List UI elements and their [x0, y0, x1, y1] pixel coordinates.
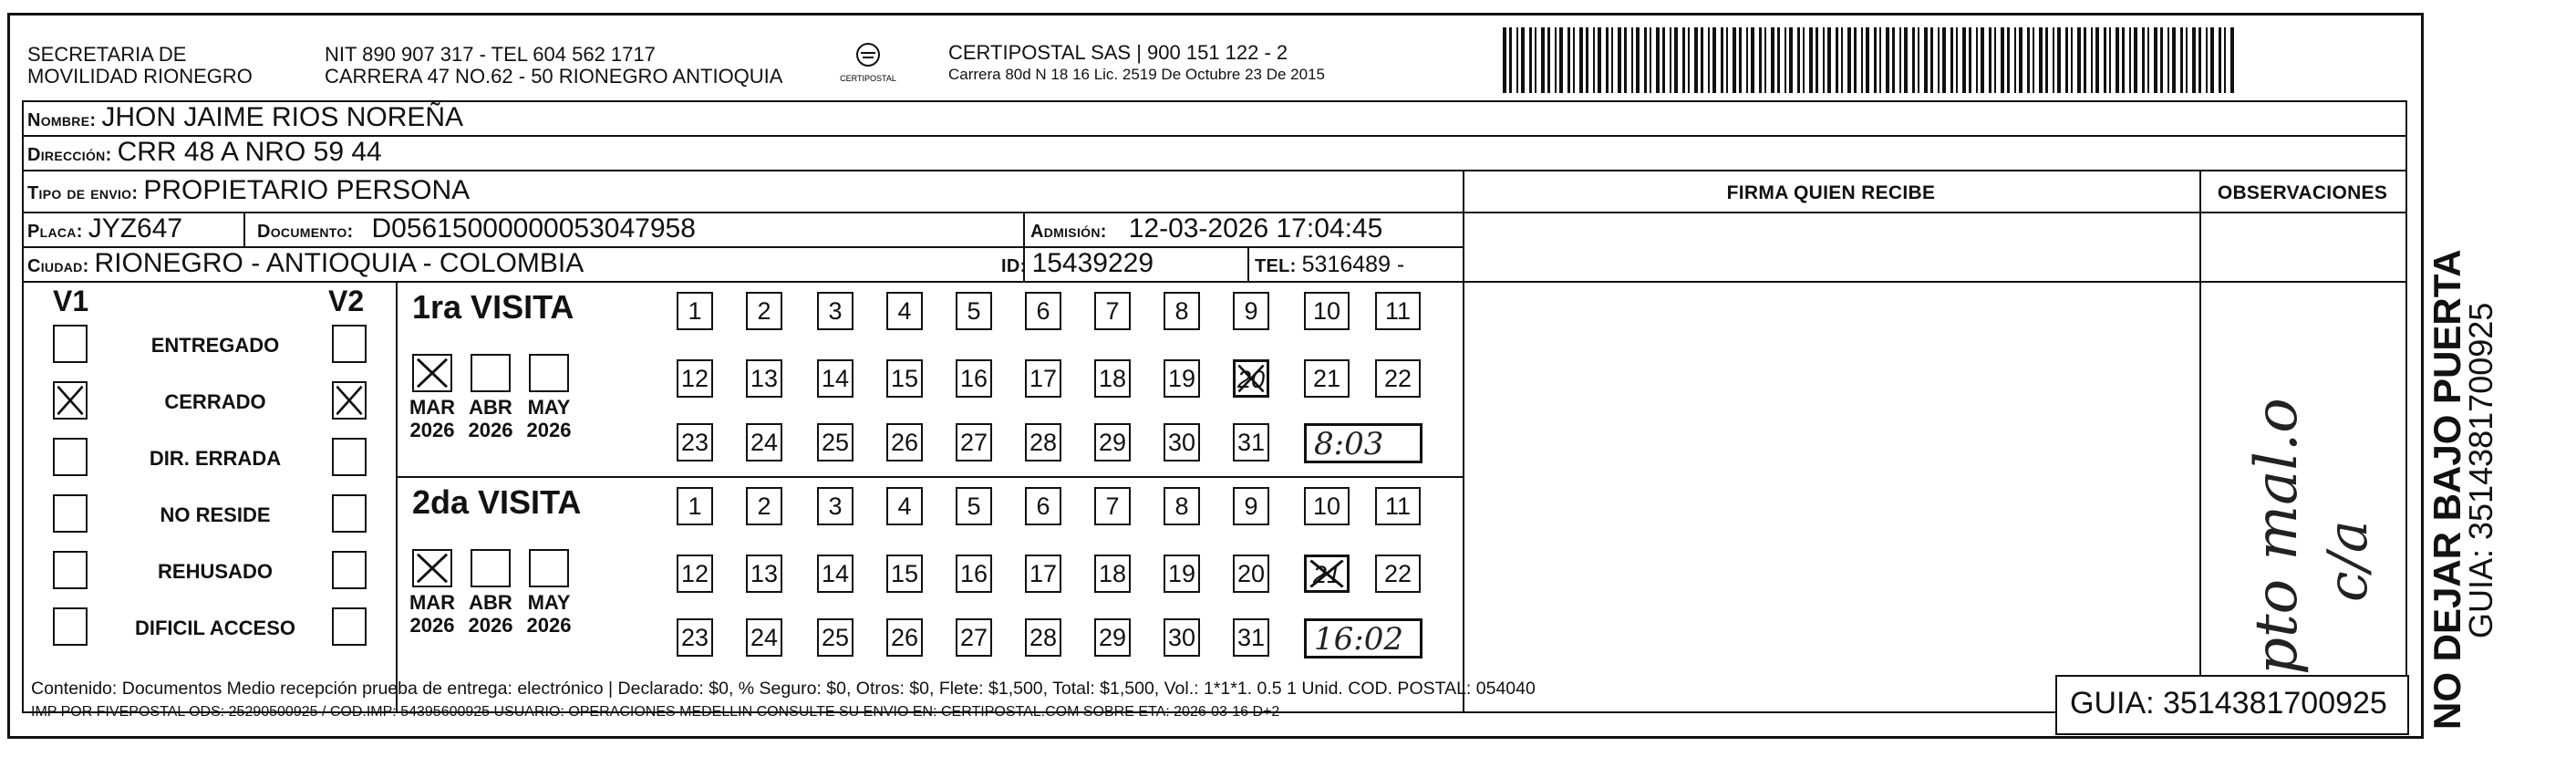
month-checkbox[interactable] — [471, 354, 511, 392]
placa-row — [27, 213, 182, 244]
tel-row — [1255, 252, 1404, 278]
day-box[interactable]: 4 — [886, 292, 923, 330]
day-box[interactable]: 29 — [1094, 423, 1131, 461]
observaciones-header: OBSERVACIONES — [2217, 182, 2388, 203]
footer-guia: GUIA: 3514381700925 — [2070, 686, 2387, 721]
id-row — [1001, 248, 1154, 279]
day-box[interactable]: 12 — [677, 555, 713, 593]
v1-checkbox[interactable] — [53, 607, 88, 646]
day-box[interactable]: 9 — [1233, 487, 1269, 525]
day-box[interactable]: 31 — [1233, 618, 1269, 657]
month-label: ABR 2026 — [468, 396, 513, 441]
direccion-value: CRR 48 A NRO 59 44 — [117, 137, 382, 167]
admision-label: Admisión: — [1030, 222, 1107, 242]
day-box[interactable]: 23 — [677, 618, 713, 657]
status-label: DIR. ERRADA — [149, 447, 282, 470]
day-box[interactable]: 17 — [1025, 555, 1061, 593]
direccion-label: Dirección: — [27, 145, 112, 165]
day-box[interactable]: 7 — [1094, 487, 1131, 525]
month-label: MAR 2026 — [409, 396, 456, 441]
day-box[interactable]: 1 — [677, 292, 713, 330]
day-box[interactable]: 30 — [1164, 618, 1200, 657]
day-box[interactable]: 12 — [677, 359, 713, 398]
org-line-2: MOVILIDAD RIONEGRO — [27, 65, 253, 88]
day-box[interactable]: 5 — [956, 487, 992, 525]
no-dejar-bajo-puerta: NO DEJAR BAJO PUERTA — [2426, 249, 2468, 730]
status-label: REHUSADO — [158, 560, 273, 583]
month-label: MAY 2026 — [526, 591, 572, 637]
day-box[interactable]: 30 — [1164, 423, 1200, 461]
nombre-label: Nombre: — [27, 110, 97, 130]
day-box[interactable]: 26 — [886, 618, 923, 657]
day-box[interactable]: 7 — [1094, 292, 1131, 330]
tipo-envio-row — [27, 175, 470, 206]
courier-info — [948, 42, 1325, 86]
day-box[interactable]: 15 — [886, 359, 923, 398]
day-box[interactable]: 27 — [956, 618, 992, 657]
id-value: 15439229 — [1031, 248, 1154, 278]
v2-checkbox[interactable] — [332, 494, 367, 533]
day-box[interactable]: 27 — [956, 423, 992, 461]
placa-value: JYZ647 — [88, 213, 183, 244]
observaciones-handwriting-1: pto mal.o — [2243, 398, 2311, 675]
status-label: ENTREGADO — [150, 334, 280, 357]
day-box[interactable]: 5 — [956, 292, 992, 330]
day-box[interactable]: 14 — [817, 555, 853, 593]
v2-checkbox[interactable] — [332, 438, 367, 476]
ciudad-label: Ciudad: — [27, 256, 89, 276]
v1-checkbox[interactable] — [53, 325, 88, 363]
day-box[interactable]: 18 — [1094, 359, 1131, 398]
day-box[interactable]: 17 — [1025, 359, 1061, 398]
direccion-row — [27, 137, 382, 168]
day-box[interactable]: 19 — [1164, 359, 1200, 398]
day-box[interactable]: 16 — [956, 555, 992, 593]
day-box[interactable]: 4 — [886, 487, 923, 525]
day-box[interactable]: 1 — [677, 487, 713, 525]
nombre-value: JHON JAIME RIOS NOREÑA — [101, 102, 464, 132]
tel-value: 5316489 - — [1301, 252, 1405, 277]
guia-side: GUIA: 3514381700925 — [2462, 302, 2499, 638]
month-checkbox[interactable] — [529, 549, 569, 587]
day-box[interactable]: 2 — [746, 487, 782, 525]
v2-header: V2 — [328, 285, 365, 317]
month-checkbox[interactable] — [412, 354, 452, 392]
org-name — [27, 44, 253, 88]
day-box[interactable]: 31 — [1233, 423, 1269, 461]
placa-label: Placa: — [27, 222, 83, 242]
time-handwritten: 16:02 — [1314, 621, 1403, 658]
day-box[interactable]: 11 — [1375, 292, 1421, 330]
tel-label: TEL: — [1255, 256, 1297, 276]
courier-line: CERTIPOSTAL SAS | 900 151 122 - 2 — [948, 41, 1288, 64]
visit-title: 1ra VISITA — [412, 288, 574, 326]
day-box[interactable]: 8 — [1164, 487, 1200, 525]
v1-checkbox[interactable] — [53, 494, 88, 533]
v1-checkbox[interactable] — [53, 551, 88, 589]
day-box[interactable]: 29 — [1094, 618, 1131, 657]
footer-line-2: IMP POR FIVEPOSTAL ODS: 25290500925 / COD.IMP: 54395600925 USUARIO: OPERACIONES MEDELLIN CONSULTE SU ENVIO EN: CERTIPOSTAL.COM SOBRE ETA: 2026-03-16 D+2 — [31, 704, 1280, 720]
v2-checkbox[interactable] — [332, 381, 367, 420]
day-box[interactable]: 10 — [1304, 292, 1350, 330]
license-line: Carrera 80d N 18 16 Lic. 2519 De Octubre 23 De 2015 — [948, 66, 1325, 83]
day-box[interactable]: 6 — [1025, 487, 1061, 525]
barcode-icon — [1503, 27, 2234, 93]
v1-checkbox[interactable] — [53, 438, 88, 476]
admision-row — [1030, 213, 1382, 244]
status-label: CERRADO — [164, 390, 266, 413]
firma-header: FIRMA QUIEN RECIBE — [1726, 182, 1936, 203]
day-box[interactable]: 16 — [956, 359, 992, 398]
day-box[interactable]: 11 — [1375, 487, 1421, 525]
ciudad-value: RIONEGRO - ANTIOQUIA - COLOMBIA — [94, 248, 585, 278]
day-box[interactable]: 21 — [1304, 555, 1350, 593]
logo-text: CERTIPOSTAL — [840, 74, 896, 83]
ciudad-row — [27, 248, 584, 279]
month-label: MAY 2026 — [526, 396, 572, 441]
observaciones-handwriting-2: c/a — [2316, 520, 2380, 602]
v2-checkbox[interactable] — [332, 325, 367, 363]
day-box[interactable]: 3 — [817, 292, 853, 330]
month-label: MAR 2026 — [409, 591, 456, 637]
day-box[interactable]: 22 — [1375, 555, 1421, 593]
certipostal-logo — [830, 40, 906, 86]
month-checkbox[interactable] — [471, 549, 511, 587]
admision-value: 12-03-2026 17:04:45 — [1128, 213, 1383, 244]
v2-checkbox[interactable] — [332, 551, 367, 589]
day-box[interactable]: 23 — [677, 423, 713, 461]
status-label: NO RESIDE — [160, 503, 271, 526]
day-box[interactable]: 13 — [746, 555, 782, 593]
day-box[interactable]: 20 — [1233, 555, 1269, 593]
day-box[interactable]: 13 — [746, 359, 782, 398]
day-box[interactable]: 6 — [1025, 292, 1061, 330]
v1-header: V1 — [53, 285, 89, 317]
day-box[interactable]: 15 — [886, 555, 923, 593]
day-box[interactable]: 26 — [886, 423, 923, 461]
day-box[interactable]: 25 — [817, 618, 853, 657]
v2-checkbox[interactable] — [332, 607, 367, 646]
month-checkbox[interactable] — [412, 549, 452, 587]
id-label: ID: — [1001, 256, 1027, 276]
documento-value: D05615000000053047958 — [371, 213, 696, 244]
day-box[interactable]: 22 — [1375, 359, 1421, 398]
day-box[interactable]: 14 — [817, 359, 853, 398]
day-box[interactable]: 24 — [746, 618, 782, 657]
v1-checkbox[interactable] — [53, 381, 88, 420]
day-box[interactable]: 3 — [817, 487, 853, 525]
day-box[interactable]: 10 — [1304, 487, 1350, 525]
day-box[interactable]: 9 — [1233, 292, 1269, 330]
tipo-envio-label: Tipo de envio: — [27, 183, 139, 203]
day-box[interactable]: 28 — [1025, 618, 1061, 657]
nombre-row — [27, 102, 463, 133]
day-box[interactable]: 2 — [746, 292, 782, 330]
footer-line-1: Contenido: Documentos Medio recepción prueba de entrega: electrónico | Declarado: $0, % Seguro: $0, Otros: $0, Flete: $1,500, Total: $1,500, Vol.: 1*1*1. 0.5 1 Unid. COD. POSTAL: 054040 — [31, 679, 1536, 699]
month-label: ABR 2026 — [468, 591, 513, 637]
time-box — [1304, 423, 1422, 463]
day-box[interactable]: 18 — [1094, 555, 1131, 593]
day-box[interactable]: 20 — [1233, 359, 1269, 398]
time-handwritten: 8:03 — [1314, 426, 1384, 462]
visit-title: 2da VISITA — [412, 483, 582, 521]
documento-label: Documento: — [257, 222, 354, 242]
day-box[interactable]: 8 — [1164, 292, 1200, 330]
day-box[interactable]: 24 — [746, 423, 782, 461]
day-box[interactable]: 25 — [817, 423, 853, 461]
org-line-1: SECRETARIA DE — [27, 43, 187, 66]
month-checkbox[interactable] — [529, 354, 569, 392]
nit-line: NIT 890 907 317 - TEL 604 562 1717 — [325, 43, 656, 66]
sender-info — [325, 44, 782, 88]
day-box[interactable]: 28 — [1025, 423, 1061, 461]
documento-row — [257, 213, 696, 244]
time-box — [1304, 618, 1422, 658]
tipo-envio-value: PROPIETARIO PERSONA — [143, 175, 471, 205]
status-label: DIFICIL ACCESO — [134, 617, 295, 639]
day-box[interactable]: 19 — [1164, 555, 1200, 593]
day-box[interactable]: 21 — [1304, 359, 1350, 398]
address-line: CARRERA 47 NO.62 - 50 RIONEGRO ANTIOQUIA — [325, 65, 783, 88]
